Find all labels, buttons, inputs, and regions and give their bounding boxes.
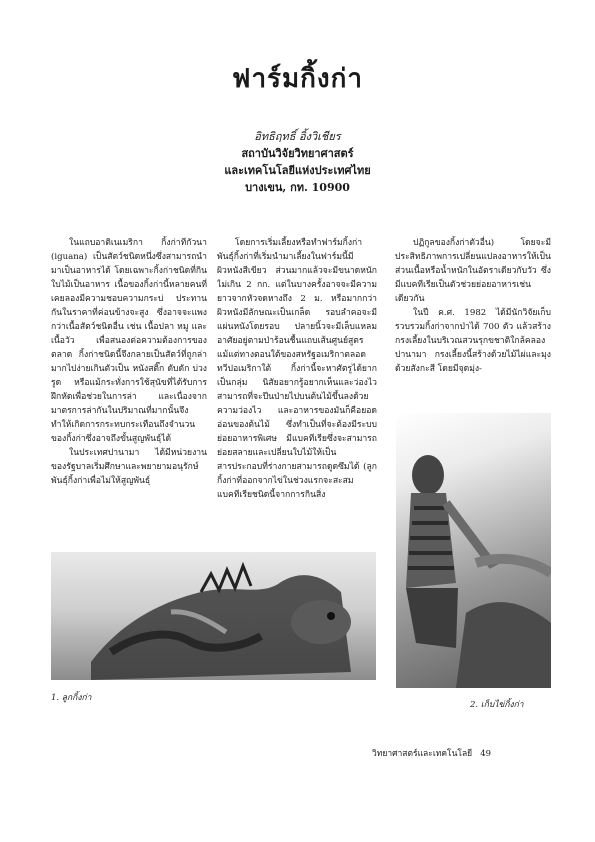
paragraph: ในปี ค.ศ. 1982 ได้มีนักวิจัยเก็บรวบรวมกิ้งก่าจากป่าได้ 700 ตัว แล้วสร้างกรงเลี้ยงในบริเวณสวนรุกขชาติใกล้คลองปานามา กรงเลี้ยงนี้สร้างด้วยไม้ไผ่และมุงด้วยสังกะสี โดยมีจุดมุ่ง-: [395, 308, 551, 374]
byline: [170, 128, 425, 196]
institution-line-1: สถาบันวิจัยวิทยาศาสตร์: [241, 147, 354, 160]
figure-caption-1: 1. ลูกกิ้งก่า: [51, 693, 92, 703]
paragraph: โดยการเริ่มเลี้ยงหรือทำฟาร์มกิ้งก่า พันธุ์กิ้งก่าที่เริ่มนำมาเลี้ยงในฟาร์มนี้มีผิวหนังสีเขียว ส่วนมากแล้วจะมีขนาดหนักไม่เกิน 2 กก. แต่ในบางครั้งอาจจะมีความยาวจากหัวจดหางถึง 2 ม. หรือมากกว่า ผิวหนังมีลักษณะเป็นเกล็ด รอบลำคอจะมีแผ่นหนังโดยรอบ ปลายนิ้วจะมีเล็บแหลม อาศัยอยู่ตามป่าร้อนชื้นแถบเส้นศูนย์สูตร แม้แต่ทางตอนใต้ของสหรัฐอเมริกาตลอดทวีปอเมริกาใต้ กิ้งก่านี้จะหาศัตรูได้ยากเป็นกลุ่ม นิสัยอยากรู้อยากเห็นและว่องไว สามารถที่จะปีนป่ายไปบนต้นไม้ขึ้นลงด้วยความว่องไว และอาหารของมันก็คือยอดอ่อนของต้นไม้ ซึ่งทำเป็นที่จะต้องมีระบบย่อยอาหารพิเศษ มีแบคทีเรียซึ่งจะสามารถย่อยสลายและเปลี่ยนใบไม้ให้เป็นสารประกอบที่ร่างกายสามารถดูดซึมได้ (ลูกกิ้งก่าที่ออกจากไข่ในช่วงแรกจะสะสมแบคทีเรียชนิดนี้จากการกินสิ่ง: [217, 238, 377, 500]
page-footer: [372, 746, 491, 760]
body-column-2: [217, 236, 377, 544]
body-column-1: [51, 236, 207, 544]
journal-name: วิทยาศาสตร์และเทคโนโลยี: [372, 749, 473, 759]
institution-line-2: และเทคโนโลยีแห่งประเทศไทย: [224, 164, 371, 177]
photo-baby-iguanas: [51, 552, 376, 680]
paragraph: ปฏิกูลของกิ้งก่าตัวอื่น) โดยจะมีประสิทธิภาพการเปลี่ยนแปลงอาหารให้เป็นส่วนเนื้อหรือน้ำหนักในอัตราเดียวกับวัว ซึ่งมีแบคทีเรียเป็นตัวช่วยย่อยอาหารเช่นเดียวกัน: [395, 238, 551, 304]
body-column-3: [395, 236, 551, 410]
page-number: 49: [480, 749, 492, 759]
institution-address: บางเขน, กท. 10900: [245, 181, 350, 194]
figure-caption-2: 2. เก็บไข่กิ้งก่า: [470, 700, 524, 710]
man-digging-illustration: [396, 413, 551, 688]
paragraph: ในแถบอาติเนเมริกา กิ้งก่าทีกัวนา (iguana) เป็นสัตว์ชนิดหนึ่งซึ่งสามารถนำมาเป็นอาหารได้ โดยเฉพาะกิ้งก่าชนิดที่กินใบไม้เป็นอาหาร เนื้อของกิ้งก่านี้หลายคนที่เคยลองมีความชอบความกระบ่ ประทานกันในราคาที่ค่อนข้างจะสูง ซึ่งอาจจะแพงกว่าเนื้อสัตว์ชนิดอื่น เช่น เนื้อปลา หมู และเนื้อวัว เพื่อสนองต่อความต้องการของตลาด กิ้งก่าชนิดนี้จึงกลายเป็นสัตว์ที่ถูกล่ามากไปง่ายเกินตัวเป็น หนังสติ๊ก ดับดัก บ่วงรูด หรือแม้กระทั่งการใช้สุนัขที่ได้รับการฝึกหัดเพื่อช่วยในการล่า และเนื่องจากมาตรการล่ากันในปริมาณที่มากนั้นจึงทำให้เกิดการกระทบกระเทือนถึงจำนวนของกิ้งก่าซึ่งอาจถึงขั้นสูญพันธุ์ได้: [51, 238, 207, 444]
photo-collecting-eggs: [396, 413, 551, 688]
iguana-illustration: [51, 552, 376, 680]
paragraph: ในประเทศปานามา ได้มีหน่วยงานของรัฐบาลเริ่มศึกษาและพยายามอนุรักษ์พันธุ์กิ้งก่าเพื่อไม่ให้สูญพันธุ์: [51, 448, 207, 486]
author-name: อิทธิฤทธิ์ อิ้งวิเชียร: [254, 130, 341, 143]
article-title: ฟาร์มกิ้งก่า: [232, 64, 363, 94]
